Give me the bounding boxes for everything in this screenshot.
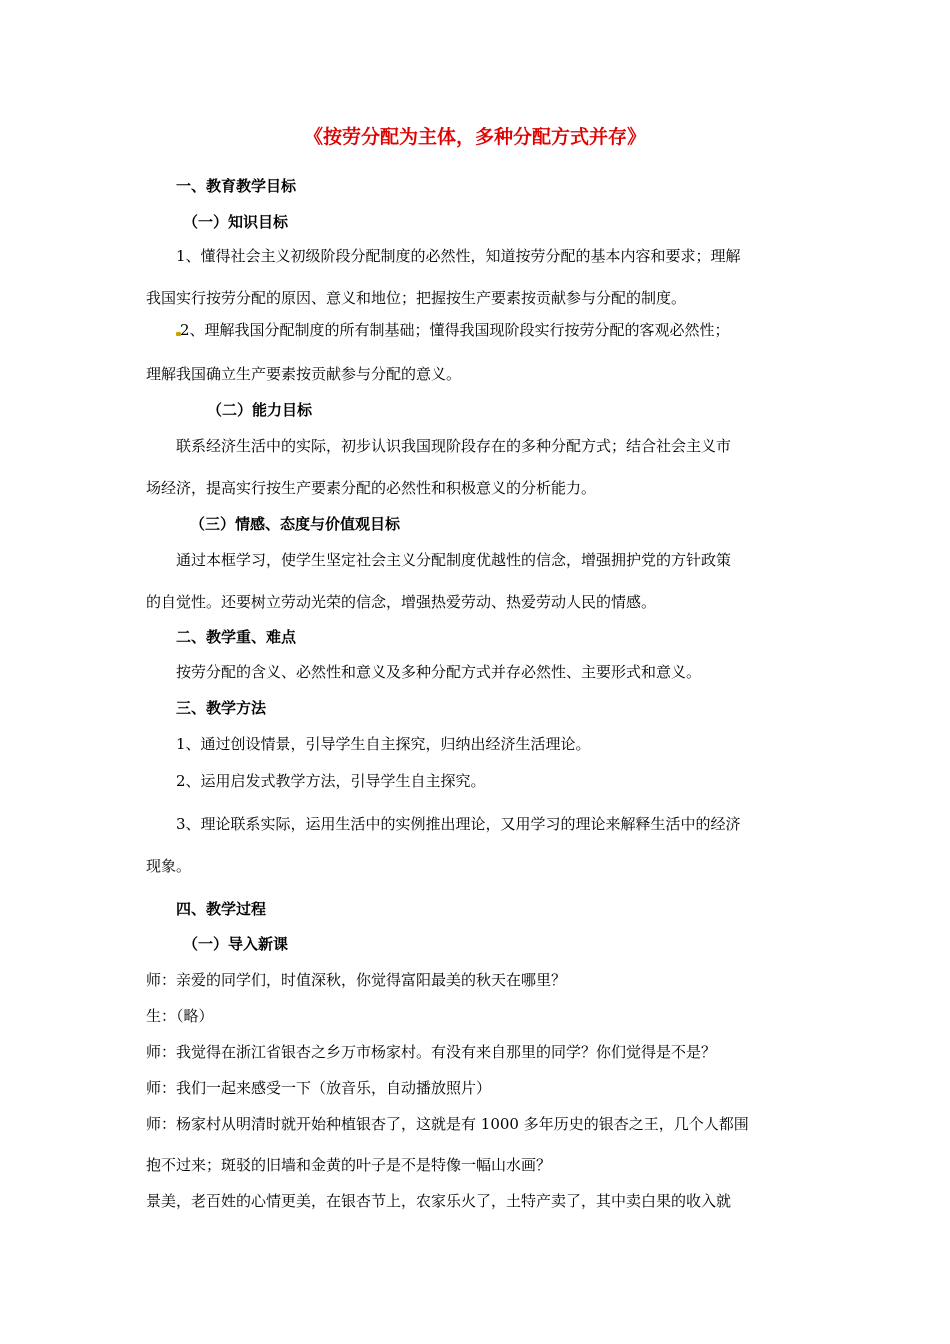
document-title: 《按劳分配为主体，多种分配方式并存》 bbox=[303, 126, 646, 148]
dialogue-line: 生：（略） bbox=[146, 1007, 214, 1025]
section-heading-process: 四、教学过程 bbox=[176, 900, 267, 918]
paragraph-line: 现象。 bbox=[146, 857, 192, 875]
paragraph-line: 我国实行按劳分配的原因、意义和地位；把握按生产要素按贡献参与分配的制度。 bbox=[146, 289, 687, 307]
subsection-heading-intro: （一）导入新课 bbox=[183, 935, 289, 953]
paragraph-line: 理解我国确立生产要素按贡献参与分配的意义。 bbox=[146, 365, 462, 383]
paragraph-line: 通过本框学习，使学生坚定社会主义分配制度优越性的信念，增强拥护党的方针政策 bbox=[176, 551, 732, 569]
dialogue-line: 师：我们一起来感受一下（放音乐，自动播放照片） bbox=[146, 1079, 492, 1097]
subsection-heading-ability: （二）能力目标 bbox=[207, 401, 313, 419]
paragraph-line: 1、懂得社会主义初级阶段分配制度的必然性，知道按劳分配的基本内容和要求；理解 bbox=[176, 247, 741, 265]
paragraph-line: 联系经济生活中的实际，初步认识我国现阶段存在的多种分配方式；结合社会主义市 bbox=[176, 437, 732, 455]
subsection-heading-knowledge: （一）知识目标 bbox=[183, 213, 289, 231]
section-heading-objectives: 一、教育教学目标 bbox=[176, 177, 297, 195]
paragraph-line: 2、理解我国分配制度的所有制基础；懂得我国现阶段实行按劳分配的客观必然性； bbox=[180, 321, 730, 339]
paragraph-line: 场经济，提高实行按生产要素分配的必然性和积极意义的分析能力。 bbox=[146, 479, 597, 497]
paragraph-line: 的自觉性。还要树立劳动光荣的信念，增强热爱劳动、热爱劳动人民的情感。 bbox=[146, 593, 657, 611]
dialogue-line: 师：我觉得在浙江省银杏之乡万市杨家村。有没有来自那里的同学？你们觉得是不是？ bbox=[146, 1043, 717, 1061]
section-heading-methods: 三、教学方法 bbox=[176, 699, 267, 717]
paragraph-line: 按劳分配的含义、必然性和意义及多种分配方式并存必然性、主要形式和意义。 bbox=[176, 663, 702, 681]
section-heading-key-points: 二、教学重、难点 bbox=[176, 628, 297, 646]
dialogue-line: 师：亲爱的同学们，时值深秋，你觉得富阳最美的秋天在哪里？ bbox=[146, 971, 567, 989]
dialogue-line: 抱不过来；斑驳的旧墙和金黄的叶子是不是特像一幅山水画？ bbox=[146, 1156, 552, 1174]
list-item: 1、通过创设情景，引导学生自主探究，归纳出经济生活理论。 bbox=[176, 735, 591, 753]
list-item: 3、理论联系实际，运用生活中的实例推出理论，又用学习的理论来解释生活中的经济 bbox=[176, 815, 741, 833]
dialogue-line: 景美，老百姓的心情更美，在银杏节上，农家乐火了，土特产卖了，其中卖白果的收入就 bbox=[146, 1192, 732, 1210]
dialogue-line: 师：杨家村从明清时就开始种植银杏了，这就是有 1000 多年历史的银杏之王，几个人都围 bbox=[146, 1115, 749, 1133]
list-item: 2、运用启发式教学方法，引导学生自主探究。 bbox=[176, 772, 486, 790]
subsection-heading-emotion: （三）情感、态度与价值观目标 bbox=[190, 515, 401, 533]
